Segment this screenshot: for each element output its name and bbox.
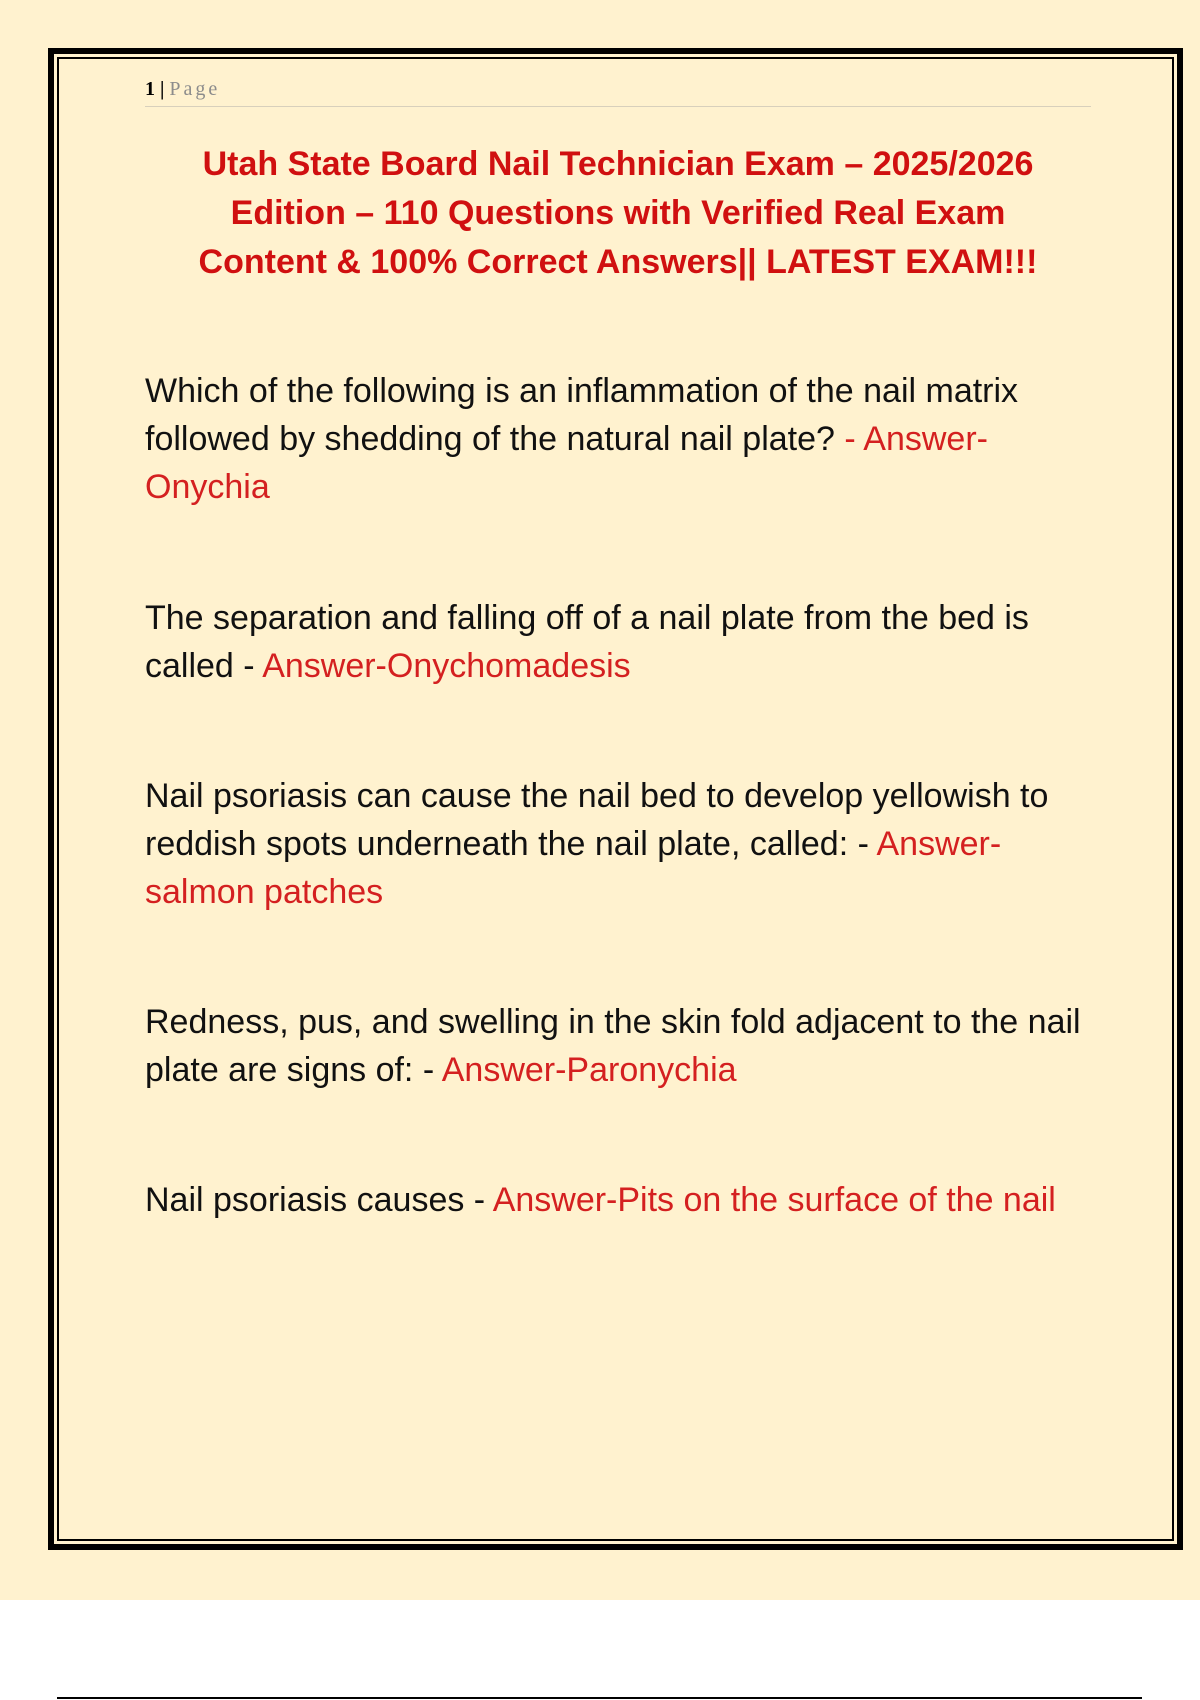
title-line-2: Edition – 110 Questions with Verified Real Exam (230, 194, 1006, 232)
question-item-2 (145, 594, 1095, 690)
footer-rule (57, 1697, 1142, 1699)
question-text: Which of the following is an inflammation of the nail matrix followed by shedding of the natural nail plate? (145, 372, 1019, 458)
question-item-3 (145, 772, 1095, 916)
answer-text: Answer-Paronychia (441, 1051, 737, 1089)
page-header (145, 76, 1091, 107)
page-number: 1 (145, 78, 155, 100)
page-separator: | (160, 78, 165, 100)
question-text: Redness, pus, and swelling in the skin fold adjacent to the nail plate are signs of: - (145, 1003, 1081, 1089)
question-text: Nail psoriasis causes - (145, 1181, 493, 1219)
answer-text: Answer-Onychomadesis (262, 647, 631, 685)
question-text: Nail psoriasis can cause the nail bed to develop yellowish to reddish spots underneath the nail plate, called: - (145, 777, 1049, 863)
question-item-1 (145, 367, 1095, 511)
title-line-3: Content & 100% Correct Answers|| LATEST EXAM!!! (198, 243, 1038, 281)
title-line-1: Utah State Board Nail Technician Exam – 2025/2026 (202, 145, 1034, 183)
question-item-5 (145, 1176, 1095, 1224)
answer-text: Answer-Pits on the surface of the nail (492, 1181, 1056, 1219)
document-title (145, 140, 1091, 287)
question-text: The separation and falling off of a nail plate from the bed is called - (145, 599, 1029, 685)
question-item-4 (145, 998, 1095, 1094)
answer-text: - Answer-Onychia (145, 420, 988, 506)
page-label: Page (169, 78, 221, 100)
answer-text: Answer-salmon patches (145, 825, 1002, 911)
